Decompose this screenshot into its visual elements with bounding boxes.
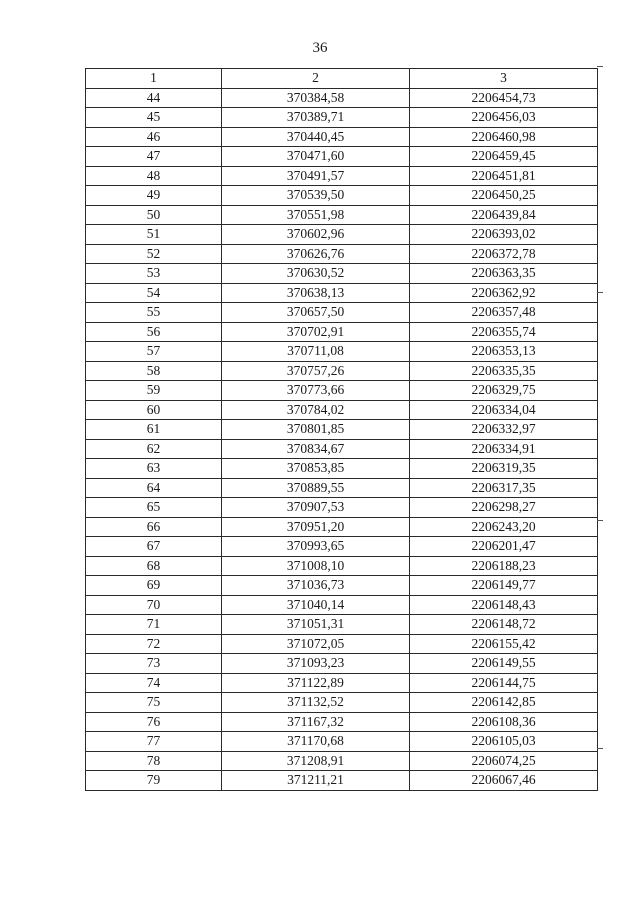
coordinate-x-cell: 370907,53 — [222, 498, 410, 518]
row-number-cell: 79 — [86, 771, 222, 791]
coordinate-x-cell: 371170,68 — [222, 732, 410, 752]
row-number-cell: 70 — [86, 595, 222, 615]
row-number-cell: 73 — [86, 654, 222, 674]
coordinate-y-cell: 2206243,20 — [410, 517, 598, 537]
table-row — [86, 459, 598, 479]
coordinate-y-cell: 2206319,35 — [410, 459, 598, 479]
coordinate-y-cell: 2206317,35 — [410, 478, 598, 498]
table-row — [86, 283, 598, 303]
table-row — [86, 342, 598, 362]
coordinate-y-cell: 2206155,42 — [410, 634, 598, 654]
table-row — [86, 712, 598, 732]
coordinate-x-cell: 371211,21 — [222, 771, 410, 791]
table-row — [86, 303, 598, 323]
coordinate-x-cell: 371040,14 — [222, 595, 410, 615]
margin-mark — [597, 520, 603, 521]
coordinate-x-cell: 370539,50 — [222, 186, 410, 206]
coordinate-x-cell: 370384,58 — [222, 88, 410, 108]
table-row — [86, 498, 598, 518]
table-row — [86, 400, 598, 420]
row-number-cell: 44 — [86, 88, 222, 108]
coordinate-x-cell: 370784,02 — [222, 400, 410, 420]
row-number-cell: 63 — [86, 459, 222, 479]
coordinate-y-cell: 2206108,36 — [410, 712, 598, 732]
row-number-cell: 48 — [86, 166, 222, 186]
row-number-cell: 75 — [86, 693, 222, 713]
row-number-cell: 78 — [86, 751, 222, 771]
coordinate-x-cell: 370889,55 — [222, 478, 410, 498]
table-row — [86, 771, 598, 791]
table-row — [86, 361, 598, 381]
coordinate-y-cell: 2206334,04 — [410, 400, 598, 420]
row-number-cell: 61 — [86, 420, 222, 440]
margin-mark — [597, 66, 603, 67]
coordinate-x-cell: 370657,50 — [222, 303, 410, 323]
row-number-cell: 54 — [86, 283, 222, 303]
coordinate-y-cell: 2206393,02 — [410, 225, 598, 245]
margin-mark — [597, 292, 603, 293]
table-row — [86, 225, 598, 245]
coordinate-y-cell: 2206357,48 — [410, 303, 598, 323]
coordinate-x-cell: 370801,85 — [222, 420, 410, 440]
coordinate-x-cell: 371093,23 — [222, 654, 410, 674]
table-row — [86, 127, 598, 147]
table-row — [86, 654, 598, 674]
row-number-cell: 53 — [86, 264, 222, 284]
row-number-cell: 46 — [86, 127, 222, 147]
row-number-cell: 62 — [86, 439, 222, 459]
coordinate-y-cell: 2206149,55 — [410, 654, 598, 674]
row-number-cell: 49 — [86, 186, 222, 206]
coordinate-y-cell: 2206334,91 — [410, 439, 598, 459]
row-number-cell: 74 — [86, 673, 222, 693]
coordinate-y-cell: 2206329,75 — [410, 381, 598, 401]
coordinate-y-cell: 2206456,03 — [410, 108, 598, 128]
row-number-cell: 71 — [86, 615, 222, 635]
row-number-cell: 57 — [86, 342, 222, 362]
coordinate-x-cell: 370389,71 — [222, 108, 410, 128]
row-number-cell: 72 — [86, 634, 222, 654]
row-number-cell: 59 — [86, 381, 222, 401]
table-row — [86, 108, 598, 128]
table-row — [86, 244, 598, 264]
table-row — [86, 751, 598, 771]
row-number-cell: 55 — [86, 303, 222, 323]
table-row — [86, 264, 598, 284]
coordinate-y-cell: 2206148,43 — [410, 595, 598, 615]
coordinate-y-cell: 2206362,92 — [410, 283, 598, 303]
coordinate-y-cell: 2206149,77 — [410, 576, 598, 596]
table-row — [86, 381, 598, 401]
row-number-cell: 64 — [86, 478, 222, 498]
table-row — [86, 186, 598, 206]
coordinate-y-cell: 2206335,35 — [410, 361, 598, 381]
coordinate-x-cell: 371132,52 — [222, 693, 410, 713]
margin-mark — [597, 748, 603, 749]
coordinate-y-cell: 2206439,84 — [410, 205, 598, 225]
coordinate-x-cell: 370638,13 — [222, 283, 410, 303]
coordinate-y-cell: 2206332,97 — [410, 420, 598, 440]
table-row — [86, 166, 598, 186]
coordinate-y-cell: 2206188,23 — [410, 556, 598, 576]
header-cell-3: 3 — [410, 69, 598, 89]
coordinate-x-cell: 370491,57 — [222, 166, 410, 186]
table-row — [86, 732, 598, 752]
row-number-cell: 56 — [86, 322, 222, 342]
coordinate-x-cell: 370630,52 — [222, 264, 410, 284]
table-row — [86, 478, 598, 498]
row-number-cell: 68 — [86, 556, 222, 576]
table-row — [86, 420, 598, 440]
row-number-cell: 69 — [86, 576, 222, 596]
table-row — [86, 322, 598, 342]
table-row — [86, 537, 598, 557]
row-number-cell: 76 — [86, 712, 222, 732]
coordinate-x-cell: 370602,96 — [222, 225, 410, 245]
table-row — [86, 576, 598, 596]
coordinate-y-cell: 2206067,46 — [410, 771, 598, 791]
coordinate-x-cell: 371051,31 — [222, 615, 410, 635]
coordinate-x-cell: 371008,10 — [222, 556, 410, 576]
page-number: 36 — [312, 40, 328, 56]
coordinate-x-cell: 370551,98 — [222, 205, 410, 225]
table-row — [86, 517, 598, 537]
coordinate-y-cell: 2206459,45 — [410, 147, 598, 167]
coordinate-x-cell: 370626,76 — [222, 244, 410, 264]
row-number-cell: 47 — [86, 147, 222, 167]
coordinate-y-cell: 2206142,85 — [410, 693, 598, 713]
coordinate-x-cell: 371167,32 — [222, 712, 410, 732]
coordinate-x-cell: 371208,91 — [222, 751, 410, 771]
coordinate-y-cell: 2206451,81 — [410, 166, 598, 186]
coordinate-y-cell: 2206355,74 — [410, 322, 598, 342]
coordinate-y-cell: 2206298,27 — [410, 498, 598, 518]
coordinate-x-cell: 371036,73 — [222, 576, 410, 596]
table-row — [86, 693, 598, 713]
coordinate-x-cell: 370853,85 — [222, 459, 410, 479]
coordinate-x-cell: 371072,05 — [222, 634, 410, 654]
table-row — [86, 634, 598, 654]
coordinate-y-cell: 2206454,73 — [410, 88, 598, 108]
coordinate-x-cell: 370993,65 — [222, 537, 410, 557]
row-number-cell: 65 — [86, 498, 222, 518]
coordinate-x-cell: 370834,67 — [222, 439, 410, 459]
coordinates-table — [85, 68, 598, 791]
header-cell-1: 1 — [86, 69, 222, 89]
coordinate-y-cell: 2206074,25 — [410, 751, 598, 771]
table-row — [86, 439, 598, 459]
coordinate-x-cell: 370757,26 — [222, 361, 410, 381]
row-number-cell: 67 — [86, 537, 222, 557]
row-number-cell: 50 — [86, 205, 222, 225]
table-row — [86, 673, 598, 693]
table-row — [86, 556, 598, 576]
row-number-cell: 45 — [86, 108, 222, 128]
coordinate-y-cell: 2206201,47 — [410, 537, 598, 557]
header-cell-2: 2 — [222, 69, 410, 89]
table-row — [86, 88, 598, 108]
coordinate-y-cell: 2206105,03 — [410, 732, 598, 752]
coordinate-y-cell: 2206363,35 — [410, 264, 598, 284]
table-header-row — [86, 69, 598, 89]
table-row — [86, 595, 598, 615]
table-row — [86, 615, 598, 635]
coordinate-x-cell: 370773,66 — [222, 381, 410, 401]
table-row — [86, 205, 598, 225]
coordinate-x-cell: 370471,60 — [222, 147, 410, 167]
coordinate-y-cell: 2206372,78 — [410, 244, 598, 264]
row-number-cell: 77 — [86, 732, 222, 752]
row-number-cell: 60 — [86, 400, 222, 420]
coordinate-y-cell: 2206460,98 — [410, 127, 598, 147]
row-number-cell: 66 — [86, 517, 222, 537]
coordinate-y-cell: 2206148,72 — [410, 615, 598, 635]
coordinate-x-cell: 370951,20 — [222, 517, 410, 537]
coordinate-x-cell: 370711,08 — [222, 342, 410, 362]
coordinate-x-cell: 370702,91 — [222, 322, 410, 342]
coordinate-y-cell: 2206144,75 — [410, 673, 598, 693]
row-number-cell: 58 — [86, 361, 222, 381]
coordinate-x-cell: 370440,45 — [222, 127, 410, 147]
coordinate-x-cell: 371122,89 — [222, 673, 410, 693]
coordinate-y-cell: 2206353,13 — [410, 342, 598, 362]
row-number-cell: 52 — [86, 244, 222, 264]
coordinate-y-cell: 2206450,25 — [410, 186, 598, 206]
table-row — [86, 147, 598, 167]
row-number-cell: 51 — [86, 225, 222, 245]
